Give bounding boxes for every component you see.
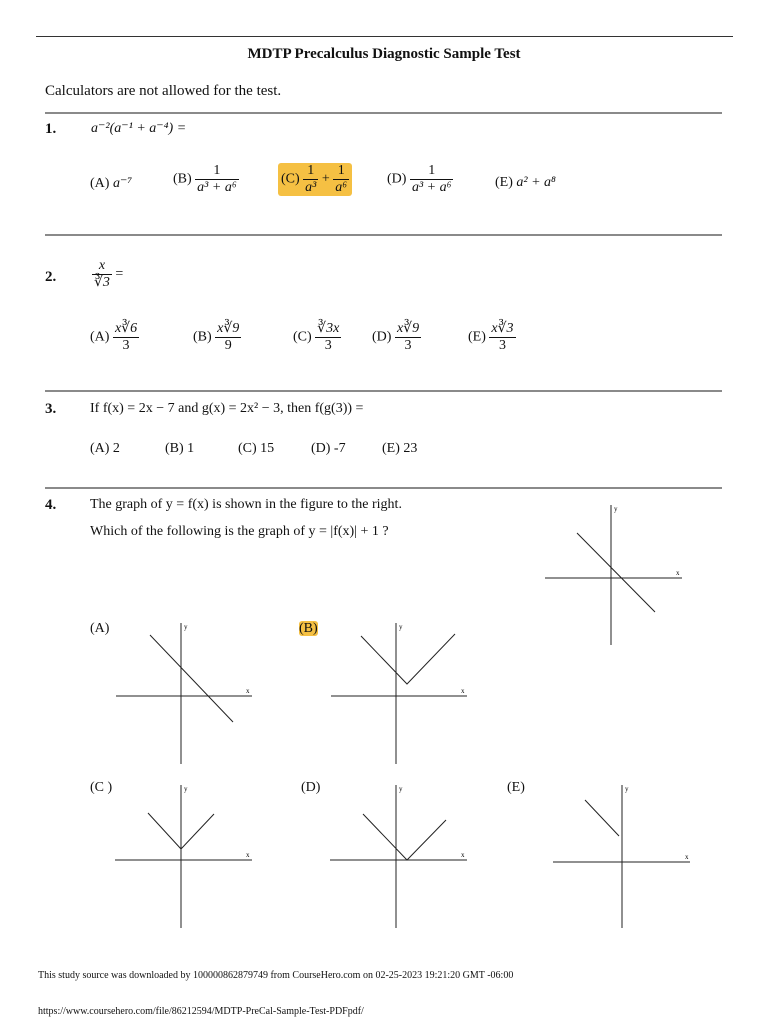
q4-option-e[interactable]: (E)	[507, 780, 525, 795]
q3-option-a[interactable]: (A) 2	[90, 441, 120, 456]
svg-text:y: y	[184, 785, 188, 793]
q2-option-c[interactable]: (C) $\frac{∛3x}{3}$	[293, 321, 340, 354]
svg-text:y: y	[184, 623, 188, 631]
option-a-graph	[110, 618, 260, 768]
q1-expression: a⁻²(a⁻¹ + a⁻⁴) =	[91, 121, 187, 136]
divider	[45, 112, 722, 114]
divider	[45, 390, 722, 392]
graph-line	[577, 533, 655, 612]
calculator-note: Calculators are not allowed for the test.	[45, 83, 282, 99]
q4-option-a[interactable]: (A)	[90, 621, 110, 636]
q2-option-d[interactable]: (D) $\frac{x∛9}{3}$	[372, 321, 420, 354]
divider	[45, 234, 722, 236]
q3-option-d[interactable]: (D) -7	[311, 441, 346, 456]
q1-option-c[interactable]	[278, 163, 352, 196]
q4-line-1: The graph of y = f(x) is shown in the figure to the right.	[90, 497, 402, 512]
q4-option-b[interactable]: (B)	[299, 621, 318, 636]
q3-text: If f(x) = 2x − 7 and g(x) = 2x² − 3, then f(g(3)) =	[90, 401, 364, 416]
svg-text:x: x	[461, 687, 465, 695]
option-c-graph	[110, 780, 260, 930]
option-d-graph	[325, 780, 475, 930]
svg-text:y: y	[399, 785, 403, 793]
footer-url[interactable]: https://www.coursehero.com/file/86212594/MDTP-PreCal-Sample-Test-PDFpdf/	[38, 1006, 364, 1017]
divider	[45, 487, 722, 489]
q1-c-highlight: (C) $\frac{1}{\text{a³}}$ + $\frac{1}{\text{a⁶}}$	[278, 163, 352, 196]
svg-text:x: x	[246, 851, 250, 859]
q2-option-b[interactable]: (B) $\frac{x∛9}{9}$	[193, 321, 240, 354]
axis-y-label: y	[614, 505, 618, 513]
svg-text:y: y	[625, 785, 629, 793]
q1-option-b[interactable]: (B) $\frac{1}{\text{a³ + a⁶}}$	[173, 163, 237, 196]
top-rule	[36, 36, 733, 37]
q2-option-e[interactable]: (E) $\frac{x∛3}{3}$	[468, 321, 514, 354]
footer-download-note: This study source was downloaded by 100000862879749 from CourseHero.com on 02-25-2023 19:21:20 GMT -06:00	[38, 970, 514, 981]
q1-option-a[interactable]: (A) a⁻⁷	[90, 176, 133, 191]
option-b-graph	[325, 618, 475, 768]
question-number: 3.	[45, 401, 57, 417]
question-number: 2.	[45, 269, 57, 285]
page-title: MDTP Precalculus Diagnostic Sample Test	[247, 46, 521, 62]
question-number: 1.	[45, 121, 57, 137]
q4-option-c[interactable]: (C )	[90, 780, 113, 795]
axis-x-label: x	[676, 569, 680, 577]
svg-text:x: x	[246, 687, 250, 695]
q2-expression: $\frac{x}{∛3}$ =	[94, 258, 124, 291]
q3-option-b[interactable]: (B) 1	[165, 441, 195, 456]
option-e-graph	[548, 780, 698, 930]
q2-option-a[interactable]: (A) $\frac{x∛6}{3}$	[90, 321, 138, 354]
svg-text:x: x	[461, 851, 465, 859]
graph-line	[150, 635, 233, 722]
q3-option-c[interactable]: (C) 15	[238, 441, 275, 456]
q3-option-e[interactable]: (E) 23	[382, 441, 418, 456]
q4-option-d[interactable]: (D)	[301, 780, 321, 795]
graph-line	[585, 800, 619, 836]
q1-option-d[interactable]: (D) $\frac{1}{\text{a³ + a⁶}}$	[387, 163, 452, 196]
graph-line	[363, 814, 446, 860]
svg-text:x: x	[685, 853, 689, 861]
reference-graph	[540, 500, 690, 650]
q4-line-2: Which of the following is the graph of y = |f(x)| + 1 ?	[90, 524, 389, 539]
graph-line	[361, 634, 455, 684]
question-number: 4.	[45, 497, 57, 513]
q1-option-e[interactable]: (E) a² + a⁸	[495, 175, 556, 190]
svg-text:y: y	[399, 623, 403, 631]
